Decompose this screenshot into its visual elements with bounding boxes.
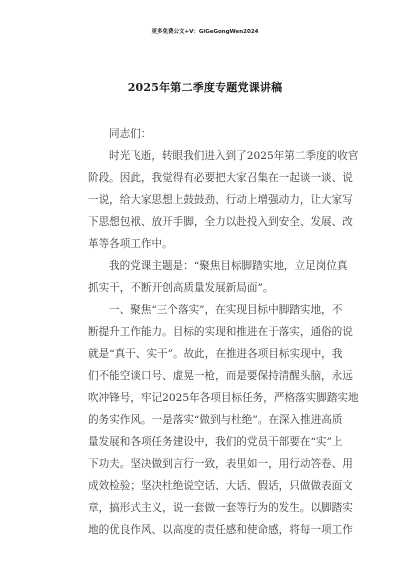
paragraph-line: 就是“真干、实干”。故此，在推进各项目标实现中，我 [88,348,343,360]
paragraph-line: 地的优良作风、以高度的责任感和使命感，将每一项工作 [88,524,353,536]
paragraph-line: 一说，给大家思想上鼓鼓劲、行动上增强动力，让大家写 [88,194,353,206]
document-title: 2025年第二季度专题党课讲稿 [127,81,283,94]
salutation: 同志们： [109,128,152,140]
paragraph-line: 革等各项工作中。 [88,238,173,250]
header-note: 更多免费公文+V：GiGeGongWen2024 [151,29,259,35]
paragraph-line: 章，搞形式主义，说一套做一套等行为的发生。以脚踏实 [88,502,353,514]
paragraph-line: 们不能空谈口号、虚晃一枪，而是要保持清醒头脑，永远 [88,370,353,382]
paragraph-line: 下功夫。坚决做到言行一致，表里如一，用行动答卷、用 [88,458,353,470]
paragraph-line: 一、聚焦“三个落实”，在实现目标中脚踏实地，不 [109,304,343,316]
paragraph-line: 抓实干，不断开创高质量发展新局面”。 [88,282,274,294]
paragraph-line: 断提升工作能力。目标的实现和推进在于落实，通俗的说 [88,326,353,338]
paragraph-line: 阶段。因此，我觉得有必要把大家召集在一起谈一谈、说 [88,172,353,184]
paragraph-line: 量发展和各项任务建设中，我们的党员干部要在“实”上 [88,436,343,448]
paragraph-line: 下思想包袱、放开手脚，全力以赴投入到安全、发展、改 [88,216,353,228]
paragraph-line: 吹冲锋号，牢记2025年各项目标任务，严格落实脚踏实地 [88,392,359,404]
paragraph-line: 的务实作风。一是落实“做到与杜绝”。在深入推进高质 [88,414,343,426]
paragraph-line: 我的党课主题是：“聚焦目标脚踏实地，立足岗位真 [109,260,348,272]
paragraph-line: 时光飞逝，转眼我们进入到了2025年第二季度的收官 [109,150,359,162]
paragraph-line: 成效检验；坚决杜绝说空话、大话、假话，只做做表面文 [88,480,353,492]
